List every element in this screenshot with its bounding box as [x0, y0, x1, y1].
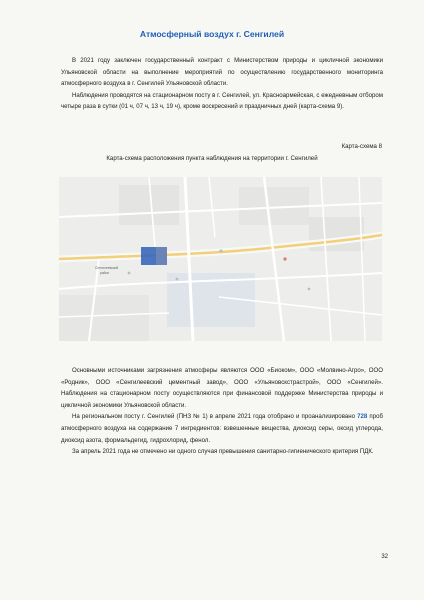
map-graphic	[59, 177, 382, 341]
page-number: 32	[381, 554, 388, 560]
conclusion-paragraph: За апрель 2021 года не отмечено ни одного случая превышения санитарно-гигиенического критерия ПДК.	[72, 448, 374, 456]
map-label-line2: район	[100, 271, 110, 275]
map-reference: Карта-схема 8	[341, 143, 382, 150]
intro-section	[61, 55, 383, 113]
intro-paragraph-contract: В 2021 году заключен государственный контракт с Министерством природы и цикличной экономики Ульяновской области на выполнение мероприятий по осуществлению государственного мониторинга атмосферного воздуха в г. Сенгилей Ульяновской области.	[61, 57, 383, 88]
intro-paragraph-observations: Наблюдения проводятся на стационарном посту в г. Сенгилей, ул. Красноармейская, с ежедневным отбором четыре раза в сутки (01 ч, 07 ч, 13 ч, 19 ч), кроме воскресений и праздничных дней (карта-схема 9).	[61, 91, 383, 111]
samples-text-after: проб атмосферного воздуха на содержание 7 ингредиентов: взвешенные вещества, диоксид серы, оксид углерода, диоксид азота, формальдегид, гидрохлорид, фенол.	[61, 413, 383, 444]
map-caption: Карта-схема расположения пункта наблюдения на территории г. Сенгилей	[106, 155, 318, 162]
samples-text-before: На региональном посту г. Сенгилей (ПНЗ № 1) в апреле 2021 года отобрано и проанализировано	[72, 413, 358, 421]
samples-paragraph	[61, 411, 383, 446]
map-label-line1: Сенгилеевский	[95, 266, 119, 270]
sources-section	[61, 365, 383, 458]
page-title: Атмосферный воздух г. Сенгилей	[139, 29, 285, 39]
location-map	[59, 177, 382, 341]
sources-paragraph: Основными источниками загрязнения атмосферы являются ООО «Биоком», ООО «Молвино-Агро», ООО «Родник», ООО «Сенгилеевский цементный завод», ООО «Ульяновскстрастрой», ООО «Сенгилей». Наблюдения на стационарном посту осуществляются при финансовой поддержке Министерства природы и цикличной экономики Ульяновской области.	[61, 367, 383, 409]
samples-count: 728	[357, 413, 368, 421]
